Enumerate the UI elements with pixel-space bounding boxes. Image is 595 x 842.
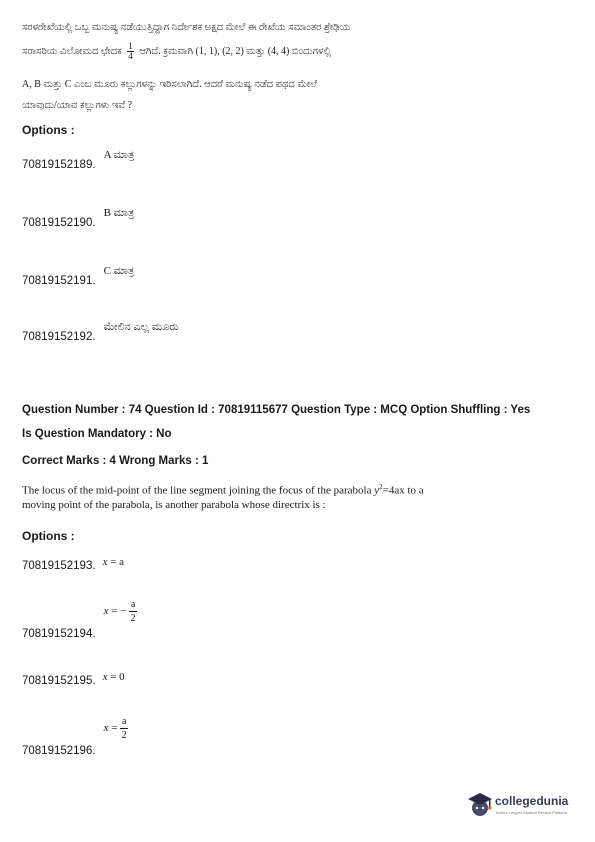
question-text-a: The locus of the mid-point of the line segment joining the focus of the parabola	[22, 484, 375, 497]
option-id: 70819152194.	[22, 628, 96, 641]
eq-relation: =	[110, 671, 117, 683]
option-id: 70819152196.	[22, 745, 96, 758]
eq-lhs: x	[102, 671, 108, 683]
eq-lhs: x	[102, 556, 108, 568]
option-2[interactable]	[22, 599, 137, 641]
option-text: A ಮಾತ್ರ	[103, 149, 135, 161]
prev-question-line-3: A, B ಮತ್ತು C ಎಂಬ ಮೂರು ಕಲ್ಲುಗಳನ್ನು ಇರಿಸಲಾಗಿದೆ. ಆದರೆ ಮನುಷ್ಯ ನಡೆದ ಪಥದ ಮೇಲೆ	[22, 79, 318, 90]
option-equation	[103, 716, 129, 741]
eq-rhs: 0	[119, 671, 125, 683]
fraction-numerator: 1	[128, 41, 133, 51]
eq-relation: = −	[111, 605, 127, 618]
fraction-denominator: 4	[128, 51, 133, 61]
eq-y: y	[374, 484, 380, 497]
option-equation	[103, 599, 138, 624]
option-1[interactable]	[22, 552, 124, 570]
prev-question-line-2-a: ಸರಾಸರಿಯ ವಿಲೋಮದ ಛೇದಕ	[22, 45, 122, 57]
eq-lhs: x	[103, 605, 109, 618]
question-header: Question Number : 74 Question Id : 70819115677 Question Type : MCQ Option Shuffling : Yes	[22, 404, 531, 416]
prev-question-line-1: ಸರಳರೇಖೆಯಲ್ಲಿ ಒಬ್ಬ ಮನುಷ್ಯ ನಡೆಯುತ್ತಿದ್ದಾಗ ನಿರ್ದೇಶಕ ಅಕ್ಷದ ಮೇಲೆ ಈ ರೇಖೆಯ ಸಮಾಂತರ ಶ್ರೇಢಿಯ	[22, 22, 351, 33]
option-4[interactable]	[22, 716, 128, 758]
graduate-icon	[467, 791, 493, 819]
question-text-line-2: moving point of the parabola, is another parabola whose directrix is :	[22, 499, 326, 511]
eq-lhs: x	[103, 722, 109, 735]
eq-numerator: a	[130, 599, 136, 610]
logo-name: collegedunia	[495, 794, 569, 808]
prev-option-4[interactable]	[22, 317, 179, 343]
eq-fraction	[129, 599, 137, 624]
option-id: 70819152193.	[22, 560, 96, 572]
option-text: B ಮಾತ್ರ	[103, 207, 135, 219]
prev-option-1[interactable]	[22, 145, 135, 171]
option-equation	[103, 671, 125, 683]
option-id: 70819152190.	[22, 217, 96, 229]
question-text-b: to a	[404, 484, 424, 497]
eq-rest: =4ax	[382, 484, 405, 497]
fraction-one-quarter	[127, 42, 134, 61]
eq-denominator: 2	[121, 730, 127, 741]
option-equation	[103, 556, 125, 568]
eq-denominator: 2	[130, 613, 136, 624]
option-id: 70819152191.	[22, 275, 96, 287]
option-id: 70819152192.	[22, 331, 96, 343]
prev-question-line-2-b: ಆಗಿದೆ. ಕ್ರಮವಾಗಿ (1, 1), (2, 2) ಮತ್ತು (4, 4) ಬಿಂದುಗಳಲ್ಲಿ	[139, 45, 332, 57]
prev-option-3[interactable]	[22, 261, 135, 287]
option-3[interactable]	[22, 667, 125, 685]
prev-option-2[interactable]	[22, 203, 135, 229]
eq-exponent: 2	[379, 483, 383, 491]
option-id: 70819152189.	[22, 159, 96, 171]
prev-options-label: Options :	[22, 123, 75, 137]
collegedunia-logo	[467, 789, 577, 821]
options-label: Options :	[22, 529, 75, 543]
option-text: ಮೇಲಿನ ಎಲ್ಲ ಮೂರು	[103, 321, 179, 333]
question-marks: Correct Marks : 4 Wrong Marks : 1	[22, 455, 209, 467]
fraction-bar	[129, 611, 137, 612]
option-text: C ಮಾತ್ರ	[103, 265, 135, 277]
eq-fraction	[120, 716, 128, 741]
prev-question-line-4: ಯಾವುದು/ಯಾವ ಕಲ್ಲುಗಳು ಇವೆ ?	[22, 100, 133, 111]
logo-tagline: India's Largest Student Review Platform	[496, 810, 568, 815]
fraction-bar	[120, 728, 128, 729]
eq-relation: =	[111, 722, 118, 735]
eq-rhs: a	[119, 556, 125, 568]
eq-relation: =	[110, 556, 117, 568]
option-id: 70819152195.	[22, 675, 96, 687]
question-mandatory: Is Question Mandatory : No	[22, 428, 172, 440]
prev-question-line-2	[22, 42, 331, 61]
eq-numerator: a	[121, 716, 127, 727]
